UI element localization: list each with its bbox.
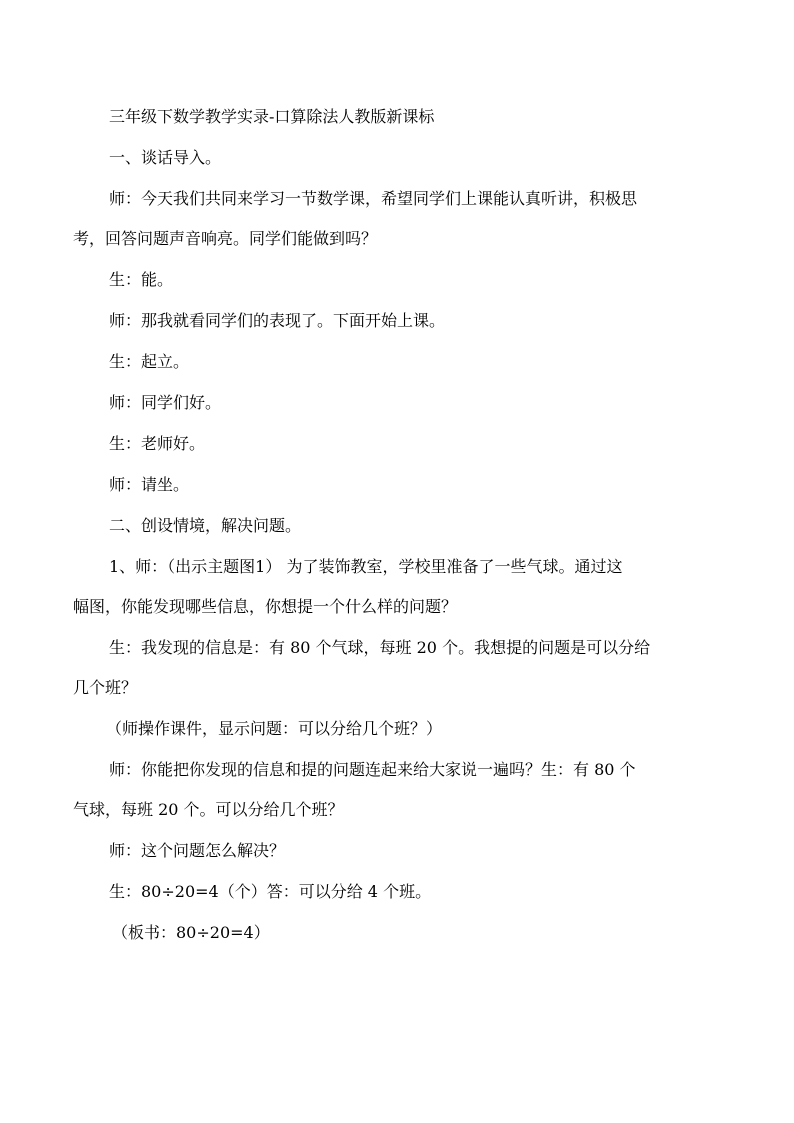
paragraph-line: 生：我发现的信息是：有 80 个气球，每班 20 个。我想提的问题是可以分给 (109, 638, 651, 657)
dialogue-line: 生：老师好。 (109, 434, 206, 453)
dialogue-paragraph (73, 554, 729, 620)
paragraph-line: 考，回答问题声音响亮。同学们能做到吗？ (73, 229, 378, 248)
dialogue-line: 生：能。 (109, 270, 174, 289)
dialogue-paragraph (73, 757, 729, 823)
dialogue-paragraph (73, 635, 729, 701)
dialogue-line: 师：同学们好。 (109, 393, 222, 412)
dialogue-line: 生：起立。 (109, 352, 190, 371)
paragraph-line: 幅图，你能发现哪些信息，你想提一个什么样的问题？ (73, 597, 458, 616)
dialogue-line: 师：那我就看同学们的表现了。下面开始上课。 (109, 311, 446, 330)
paragraph-line: 几个班？ (73, 678, 138, 697)
paragraph-line: 师：今天我们共同来学习一节数学课，希望同学们上课能认真听讲，积极思 (109, 189, 638, 208)
stage-direction: （师操作课件，显示问题：可以分给几个班？） (106, 719, 443, 738)
document-body (73, 104, 729, 946)
document-title: 三年级下数学教学实录-口算除法人教版新课标 (109, 107, 435, 126)
paragraph-line: 气球，每班 20 个。可以分给几个班？ (73, 800, 344, 819)
dialogue-paragraph (73, 186, 729, 252)
section-heading-scenario: 二、创设情境，解决问题。 (109, 516, 302, 535)
dialogue-line: 生：80÷20=4（个）答：可以分给 4 个班。 (109, 882, 432, 901)
dialogue-line: 师：请坐。 (109, 475, 190, 494)
section-heading-intro: 一、谈话导入。 (109, 148, 222, 167)
dialogue-line: 师：这个问题怎么解决？ (109, 841, 286, 860)
board-note: （板书：80÷20=4） (112, 923, 270, 942)
paragraph-line: 师：你能把你发现的信息和提的问题连起来给大家说一遍吗？生：有 80 个 (109, 760, 636, 779)
paragraph-line: 1、师：（出示主题图1） 为了装饰教室，学校里准备了一些气球。通过这 (109, 557, 623, 576)
